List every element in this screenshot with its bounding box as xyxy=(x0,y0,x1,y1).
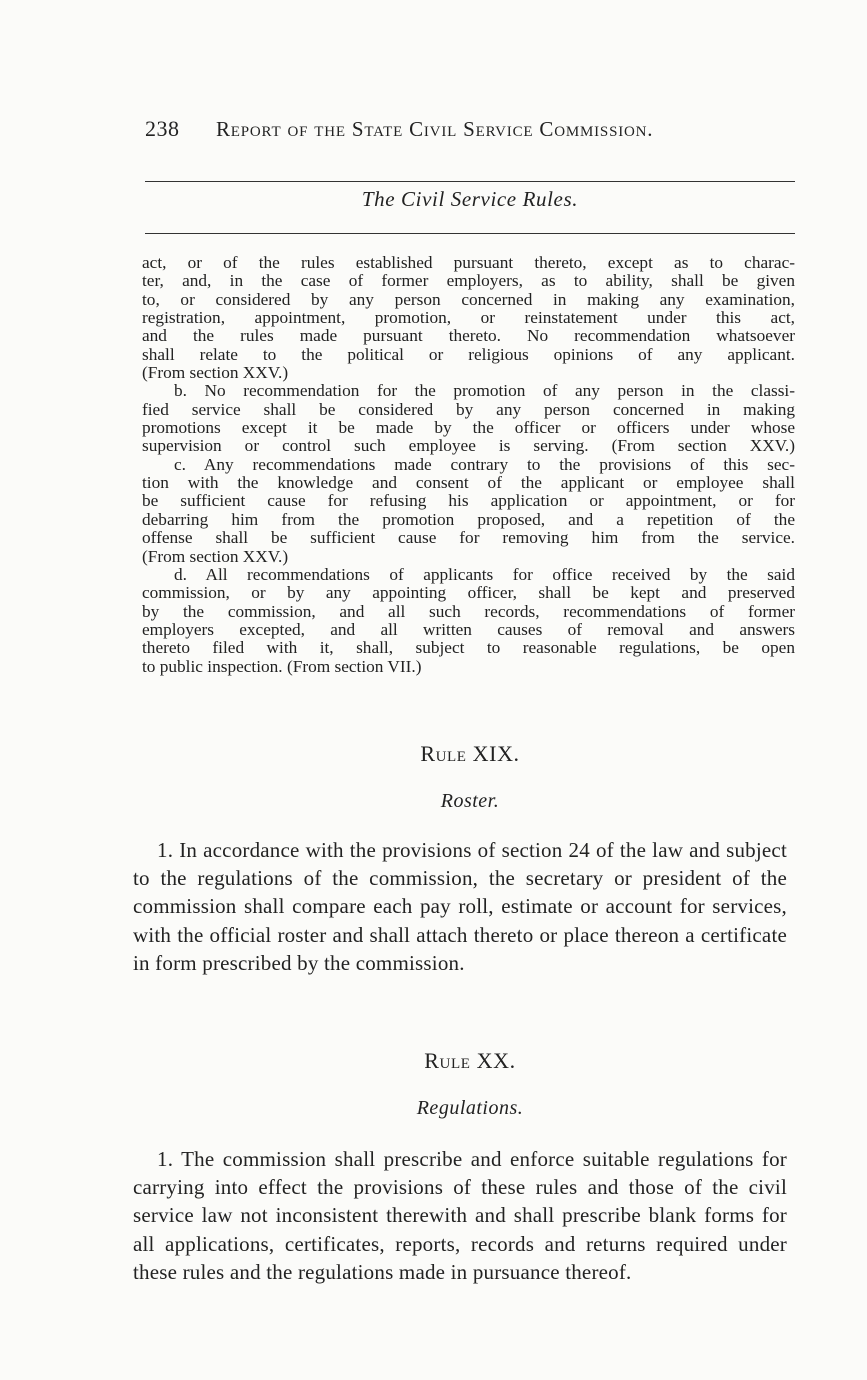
rule-19-body xyxy=(133,836,787,977)
rule-20-paragraph: 1. The commission shall prescribe and enforce suitable regulations for carrying into effect the provisions of these rules and those of the civil service law not inconsistent therewith and shall prescribe blank forms for all applications, certificates, reports, records and returns required under these rules and the regulations made in pursuance thereof. xyxy=(133,1147,787,1284)
paragraph-c-line: tion with the knowledge and consent of the applicant or employee shall xyxy=(142,473,795,493)
section-title: The Civil Service Rules. xyxy=(361,187,579,211)
paragraph-a-line: shall relate to the political or religious opinions of any applicant. xyxy=(142,344,795,364)
paragraph-b-line: b. No recommendation for the promotion of any person in the classi- xyxy=(174,381,795,401)
running-head: Report of the State Civil Service Commission. xyxy=(216,117,654,141)
paragraph-a-line: ter, and, in the case of former employers, as to ability, shall be given xyxy=(142,271,795,291)
paragraph-c-line: (From section XXV.) xyxy=(142,546,289,566)
paragraph-d-line: by the commission, and all such records, recommendations of former xyxy=(142,601,795,621)
paragraph-a-line: (From section XXV.) xyxy=(142,363,289,383)
paragraph-a-line: and the rules made pursuant thereto. No recommendation whatsoever xyxy=(142,326,795,346)
paragraph-d-line: to public inspection. (From section VII.) xyxy=(142,656,422,676)
page-number: 238 xyxy=(145,116,180,141)
header-rule-bottom xyxy=(145,233,795,234)
paragraph-c-line: offense shall be sufficient cause for removing him from the service. xyxy=(142,528,795,548)
paragraph-d-line: commission, or by any appointing officer, shall be kept and preserved xyxy=(142,583,795,603)
rule-20-subheading: Regulations. xyxy=(416,1097,524,1119)
rule-19-subheading: Roster. xyxy=(440,790,500,812)
paragraph-b-line: fied service shall be considered by any person concerned in making xyxy=(142,399,795,419)
paragraph-a-line: act, or of the rules established pursuant thereto, except as to charac- xyxy=(142,253,795,272)
rule-20-body xyxy=(133,1145,787,1286)
rule-19-paragraph: 1. In accordance with the provisions of section 24 of the law and subject to the regulations of the commission, the secretary or president of the commission shall compare each pay roll, estimate or account for services, with the official roster and shall attach thereto or place thereon a certificate in form prescribed by the commission. xyxy=(133,838,787,975)
paragraph-d-line: thereto filed with it, shall, subject to reasonable regulations, be open xyxy=(142,638,795,658)
header-rule-top xyxy=(145,181,795,182)
paragraph-c-line: c. Any recommendations made contrary to the provisions of this sec- xyxy=(174,454,795,474)
paragraph-a-line: to, or considered by any person concerned in making any examination, xyxy=(142,289,795,309)
paragraph-c-line: debarring him from the promotion proposed, and a repetition of the xyxy=(142,509,795,529)
paragraph-d-line: d. All recommendations of applicants for office received by the said xyxy=(174,564,795,584)
continuation-text xyxy=(142,254,795,676)
paragraph-d-line: employers excepted, and all written causes of removal and answers xyxy=(142,619,795,639)
paragraph-a-line: registration, appointment, promotion, or reinstatement under this act, xyxy=(142,308,795,328)
paragraph-c-line: be sufficient cause for refusing his application or appointment, or for xyxy=(142,491,795,511)
paragraph-b-line: supervision or control such employee is serving. (From section XXV.) xyxy=(142,436,795,456)
paragraph-b-line: promotions except it be made by the officer or officers under whose xyxy=(142,418,795,438)
rule-19-heading: Rule XIX. xyxy=(420,741,520,766)
rule-20-heading: Rule XX. xyxy=(424,1048,516,1073)
